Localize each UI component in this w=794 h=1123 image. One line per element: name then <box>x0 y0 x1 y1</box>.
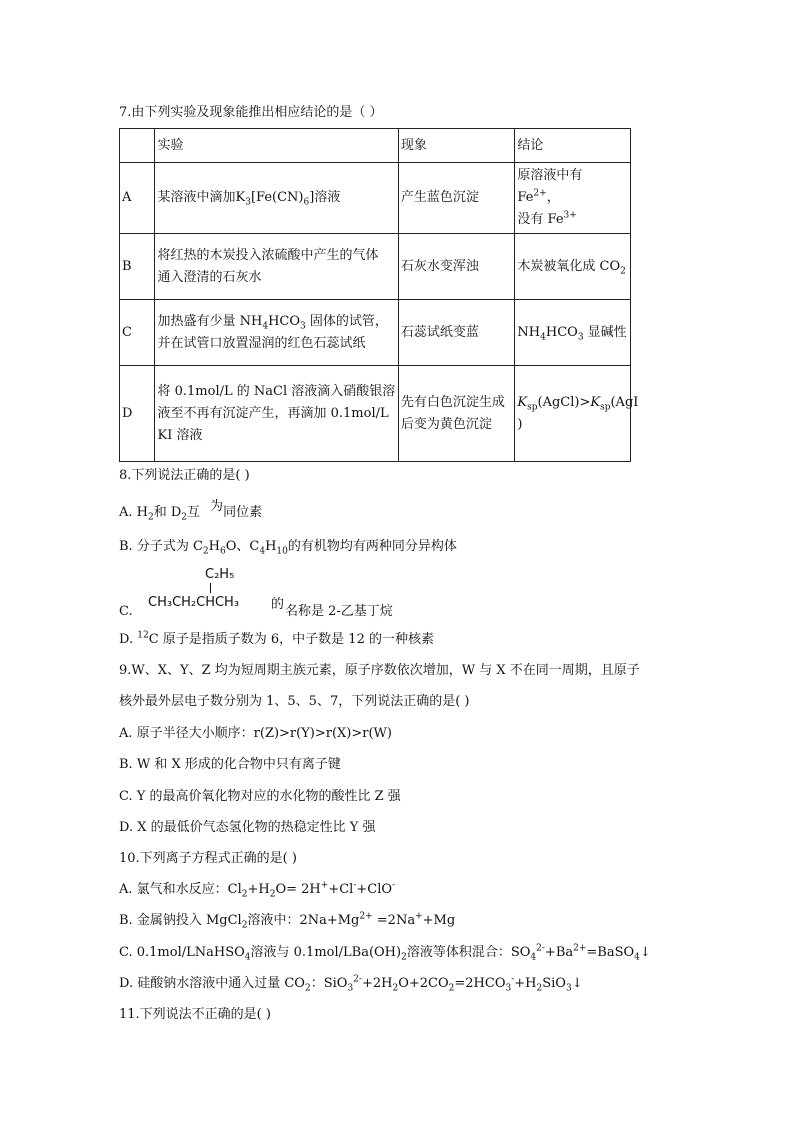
q9-option-b: B. W 和 X 形成的化合物中只有离子键 <box>119 757 341 772</box>
phenomenon-cell: 石蕊试纸变蓝 <box>398 300 515 366</box>
q9-option-d: D. X 的最低价气态氢化物的热稳定性比 Y 强 <box>119 820 376 835</box>
header-cell: 实验 <box>155 129 398 163</box>
header-cell: 结论 <box>515 129 631 163</box>
q11-stem: 11.下列说法不正确的是( ) <box>119 1007 271 1022</box>
q9-option-a: A. 原子半径大小顺序：r(Z)>r(Y)>r(X)>r(W) <box>119 726 392 741</box>
q8-stem: 8.下列说法正确的是( ) <box>119 468 250 483</box>
branch-group: C₂H₅ <box>205 567 235 582</box>
table-row <box>120 234 631 300</box>
q8-c-de: 的 <box>271 597 285 612</box>
experiment-cell: 将红热的木炭投入浓硫酸中产生的气体 通入澄清的石灰水 <box>155 234 398 300</box>
q7-table <box>119 128 639 462</box>
experiment-cell: 加热盛有少量 $NH_4HCO_3$ 固体的试管， 并在试管口放置湿润的红色石蕊试纸 <box>155 300 398 366</box>
q7-stem: 7.由下列实验及现象能推出相应结论的是（ ） <box>119 105 383 120</box>
q10-option-b: B. 金属钠投入 MgCl$_2$溶液中：$2Na+Mg^{2+} =2Na^++Mg$ <box>119 911 456 931</box>
q8-c-name: 名称是 2-乙基丁烷 <box>285 604 393 619</box>
table-row <box>120 366 631 462</box>
q8-option-b: B. 分子式为 $C_2H_6O$、$C_4H_{10}$的有机物均有两种同分异构体 <box>119 539 457 557</box>
q10-option-a: A. 氯气和水反应：$Cl_2+H_2O= 2H^++Cl^-+ClO^-$ <box>119 880 396 900</box>
q8-option-a: A. $H_2$和 $D_2$互 为同位素 <box>119 499 263 523</box>
main-chain: CH₃CH₂CHCH₃ <box>148 595 240 610</box>
experiment-cell: 某溶液中滴加$K_3[Fe(CN)_6]$溶液 <box>155 163 398 234</box>
phenomenon-cell: 石灰水变浑浊 <box>398 234 515 300</box>
table-header-row <box>120 129 631 163</box>
q9-option-c: C. Y 的最高价氧化物对应的水化物的酸性比 Z 强 <box>119 789 401 804</box>
table-row <box>120 163 631 234</box>
q8-option-c-label: C. <box>119 604 133 619</box>
q10-option-c: C. 0.1mol/LNaHSO$_4$溶液与 $0.1mol/LBa(OH)_2$溶液等体积混合：$SO_4^{2-}+Ba^{2+}=BaSO_4↓$ <box>119 943 651 963</box>
conclusion-cell: 原溶液中有 $Fe^{2+}$， 没有 $Fe^{3+}$ <box>515 163 631 234</box>
q10-option-d: D. 硅酸钠水溶液中通入过量 $CO_2$：$SiO_3^{2-}+2H_2O+2CO_2=2HCO_3^-+H_2SiO_3↓$ <box>119 974 583 994</box>
conclusion-cell: 木炭被氧化成 $CO_2$ <box>515 234 631 300</box>
q10-stem: 10.下列离子方程式正确的是( ) <box>119 851 297 866</box>
bond-line <box>210 583 211 593</box>
experiment-cell: 将 0.1mol/L 的 NaCl 溶液滴入硝酸银溶 液至不再有沉淀产生，再滴加 0.1mol/L KI 溶液 <box>155 366 398 462</box>
q8-option-d: D. $^{12}$C 原子是指质子数为 6，中子数是 12 的一种核素 <box>119 630 434 647</box>
row-letter: C <box>120 300 155 366</box>
row-letter: B <box>120 234 155 300</box>
row-letter: D <box>120 366 155 462</box>
conclusion-cell: $NH_4HCO_3$ 显碱性 <box>515 300 631 366</box>
table-row <box>120 300 631 366</box>
phenomenon-cell: 产生蓝色沉淀 <box>398 163 515 234</box>
q9-stem-line1: 9.W、X、Y、Z 均为短周期主族元素，原子序数依次增加，W 与 X 不在同一周期，且原子 <box>119 663 640 678</box>
row-letter: A <box>120 163 155 234</box>
header-cell <box>120 129 155 163</box>
header-cell: 现象 <box>398 129 515 163</box>
phenomenon-cell: 先有白色沉淀生成 后变为黄色沉淀 <box>398 366 515 462</box>
conclusion-cell: $K_{sp}(AgCl)>K_{sp}(AgI$ ) <box>515 366 631 462</box>
q9-stem-line2: 核外最外层电子数分别为 1、5、5、7，下列说法正确的是( ) <box>119 694 470 709</box>
